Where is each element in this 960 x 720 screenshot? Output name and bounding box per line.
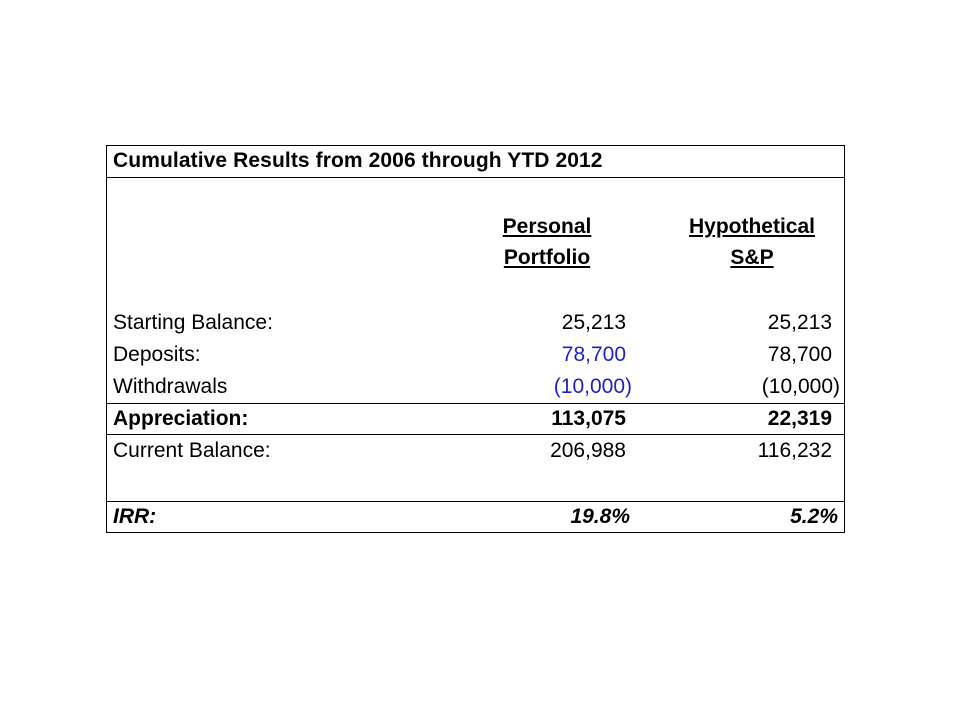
- table-row-withdrawals: [107, 372, 844, 402]
- row-label: Withdrawals: [113, 375, 228, 398]
- column-header-line1: Personal: [502, 215, 592, 238]
- personal-portfolio-value: 19.8%: [570, 505, 630, 528]
- row-label: IRR:: [113, 505, 157, 528]
- hypothetical-sp-value: 25,213: [767, 311, 832, 334]
- column-header-line1: Hypothetical: [688, 215, 816, 238]
- column-header-line2: S&P: [730, 246, 774, 269]
- hypothetical-sp-value: 78,700: [767, 343, 832, 366]
- row-label: Current Balance:: [113, 439, 271, 462]
- cumulative-results-table: [106, 145, 845, 533]
- hypothetical-sp-value: 5.2%: [790, 505, 838, 528]
- personal-portfolio-value: 25,213: [561, 311, 626, 334]
- table-title: Cumulative Results from 2006 through YTD 2012: [113, 149, 603, 172]
- table-row-current-balance: [107, 436, 844, 466]
- hypothetical-sp-value: (10,000): [761, 375, 840, 398]
- personal-portfolio-value: 78,700: [561, 343, 626, 366]
- table-row-starting-balance: [107, 308, 844, 338]
- table-row-deposits: [107, 340, 844, 370]
- table-row-irr: [107, 501, 844, 533]
- table-row-appreciation: [107, 403, 844, 435]
- column-header-hypothetical-sp: [667, 211, 837, 273]
- table-title-row: [107, 146, 844, 178]
- row-label: Deposits:: [113, 343, 201, 366]
- row-label: Appreciation:: [113, 407, 249, 430]
- column-header-line2: Portfolio: [503, 246, 591, 269]
- personal-portfolio-value: (10,000): [553, 375, 632, 398]
- personal-portfolio-value: 113,075: [551, 407, 626, 430]
- column-header-personal-portfolio: [487, 211, 607, 273]
- row-label: Starting Balance:: [113, 311, 273, 334]
- hypothetical-sp-value: 22,319: [767, 407, 832, 430]
- hypothetical-sp-value: 116,232: [757, 439, 832, 462]
- personal-portfolio-value: 206,988: [550, 439, 626, 462]
